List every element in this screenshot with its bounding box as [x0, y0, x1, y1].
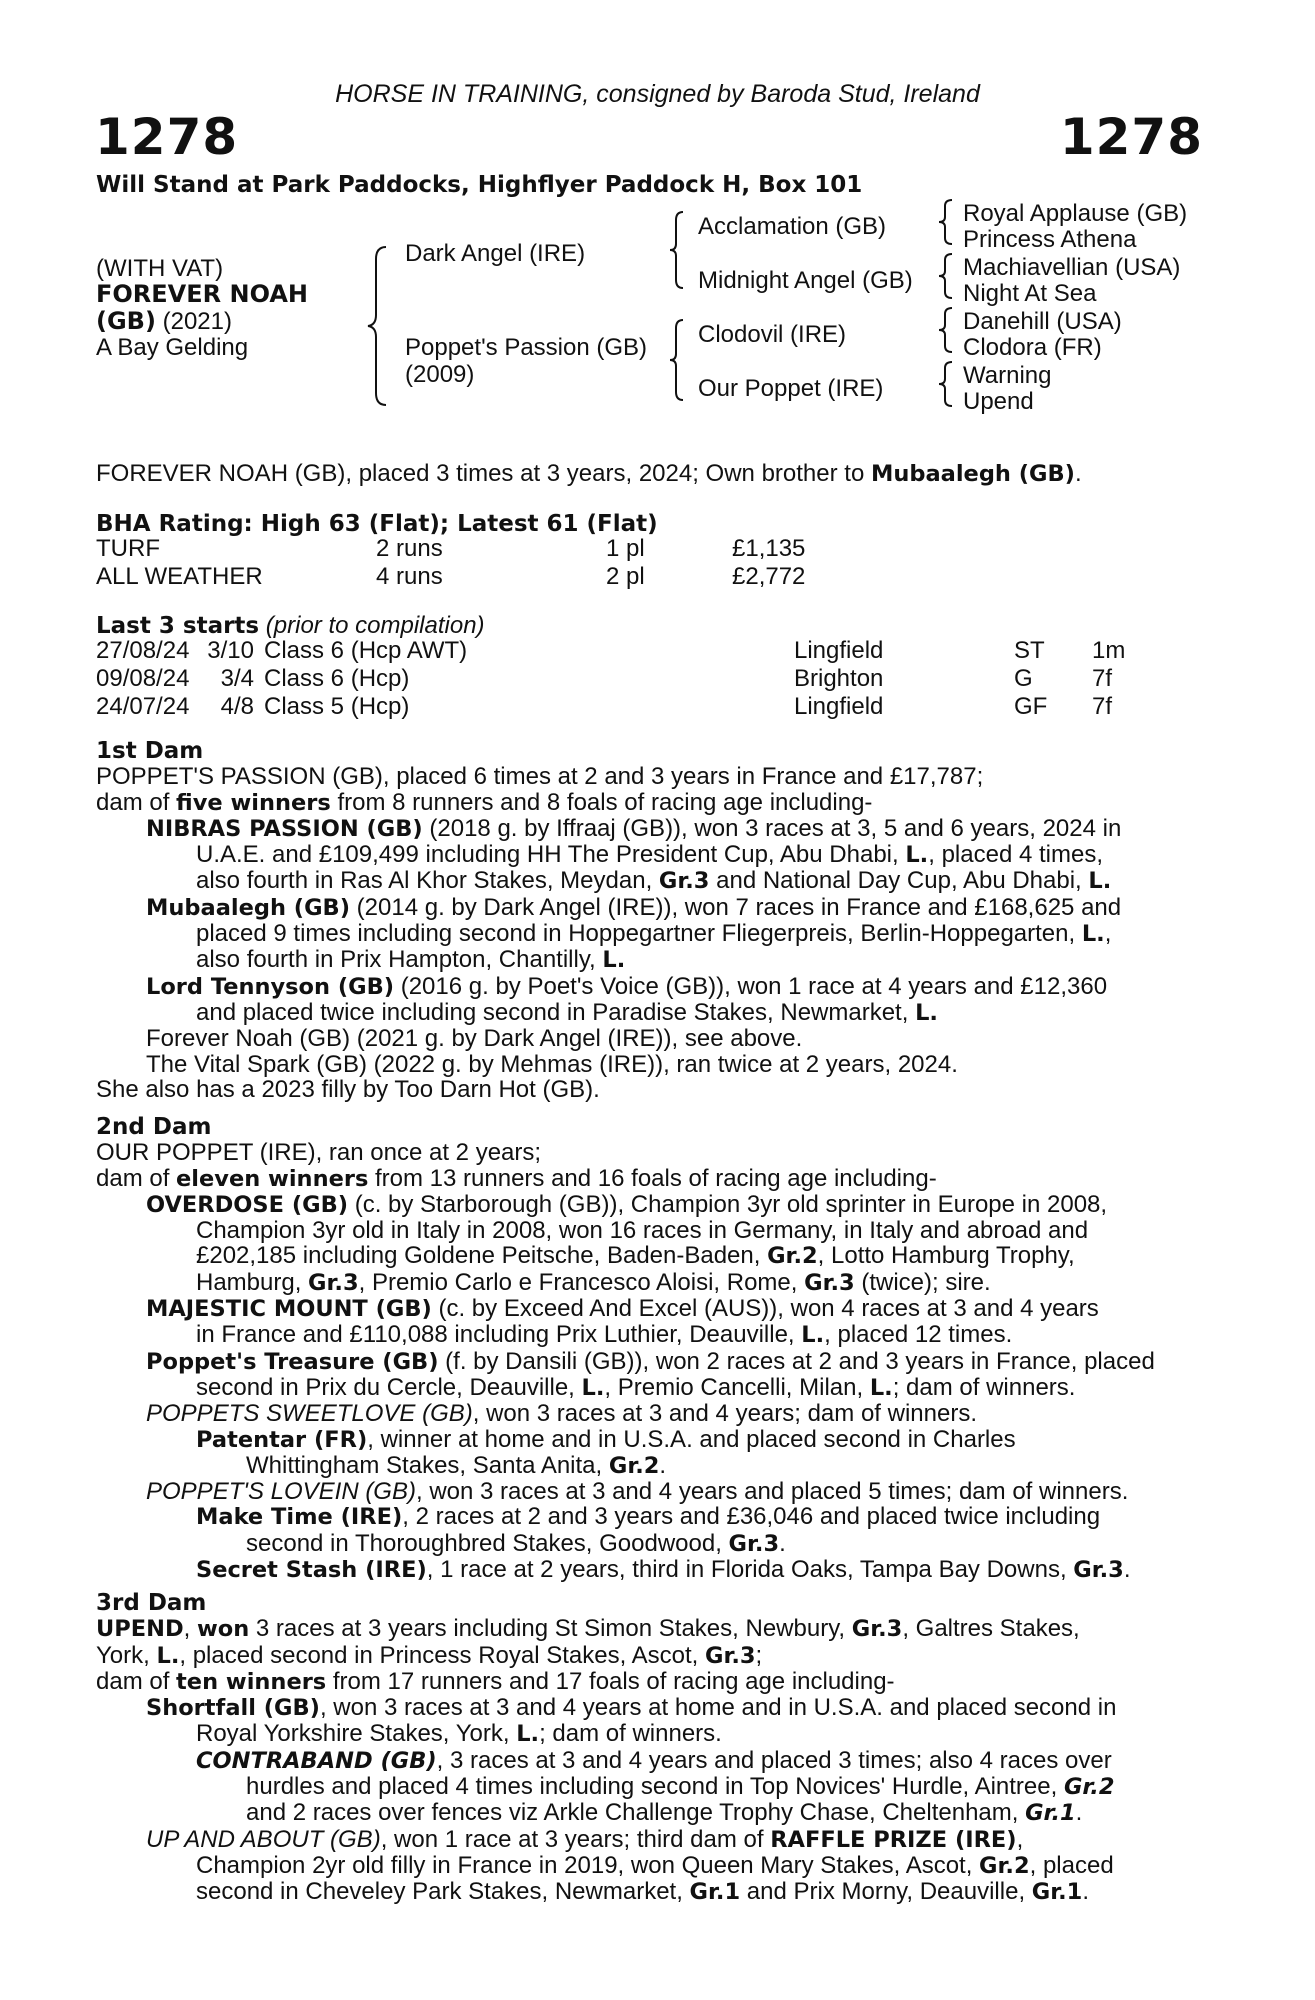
pedigree-g3-4: Night At Sea: [963, 280, 1097, 307]
produce-entry: CONTRABAND (GB), 3 races at 3 and 4 years and placed 3 times; also 4 races over: [196, 1746, 1112, 1774]
stable-location: Will Stand at Park Paddocks, Highflyer Paddock H, Box 101: [96, 172, 863, 198]
pedigree-brace-g3-4: [936, 360, 956, 408]
lot-number-right: 1278: [1059, 108, 1203, 166]
produce-entry: POPPET'S LOVEIN (GB), won 3 races at 3 and 4 years and placed 5 times; dam of winners.: [146, 1478, 1129, 1506]
produce-entry: Patentar (FR), winner at home and in U.S.A. and placed second in Charles: [196, 1425, 1016, 1453]
last-starts-heading: Last 3 starts (prior to compilation): [96, 612, 485, 639]
pedigree-g3-2: Princess Athena: [963, 226, 1137, 253]
produce-entry: Poppet's Treasure (GB) (f. by Dansili (GB)), won 2 races at 2 and 3 years in France, placed: [146, 1347, 1155, 1375]
produce-entry: Mubaalegh (GB) (2014 g. by Dark Angel (IRE)), won 7 races in France and £168,625 and: [146, 893, 1122, 921]
pedigree-brace-main: [366, 245, 390, 407]
produce-entry-cont: hurdles and placed 4 times including second in Top Novices' Hurdle, Aintree, Gr.2: [246, 1773, 1115, 1801]
start-row: 24/07/24 4/8 Class 5 (Hcp) Lingfield GF 7f: [96, 693, 1113, 720]
third-dam-section: [96, 1591, 1196, 1906]
produce-entry-cont: also fourth in Ras Al Khor Stakes, Meydan, Gr.3 and National Day Cup, Abu Dhabi, L.: [196, 867, 1112, 895]
produce-entry: Make Time (IRE), 2 races at 2 and 3 years and £36,046 and placed twice including: [196, 1503, 1101, 1531]
rating-row-turf: TURF 2 runs 1 pl £1,135: [96, 535, 806, 562]
first-dam-heading: 1st Dam: [96, 738, 204, 764]
start-row: 27/08/24 3/10 Class 6 (Hcp AWT) Lingfield ST 1m: [96, 637, 1126, 664]
horse-origin-year: (GB) (2021): [96, 307, 232, 335]
start-row: 09/08/24 3/4 Class 6 (Hcp) Brighton G 7f: [96, 665, 1113, 692]
pedigree-dam-year: (2009): [405, 361, 475, 388]
produce-entry-cont: second in Thoroughbred Stakes, Goodwood, Gr.3.: [246, 1529, 786, 1557]
third-dam-line-cont: York, L., placed second in Princess Royal Stakes, Ascot, Gr.3;: [96, 1641, 763, 1669]
first-dam-section: [96, 739, 1196, 1102]
pedigree-g3-3: Machiavellian (USA): [963, 254, 1181, 281]
produce-entry-cont: Champion 2yr old filly in France in 2019, won Queen Mary Stakes, Ascot, Gr.2, placed: [196, 1851, 1114, 1879]
pedigree-brace-g3-2: [936, 252, 956, 300]
horse-summary: FOREVER NOAH (GB), placed 3 times at 3 years, 2024; Own brother to Mubaalegh (GB).: [96, 460, 1082, 487]
produce-entry-cont: placed 9 times including second in Hoppegartner Fliegerpreis, Berlin-Hoppegarten, L.,: [196, 920, 1112, 948]
produce-entry: The Vital Spark (GB) (2022 g. by Mehmas (IRE)), ran twice at 2 years, 2024.: [146, 1050, 958, 1078]
pedigree-dam: Poppet's Passion (GB): [405, 334, 648, 361]
produce-entry: Forever Noah (GB) (2021 g. by Dark Angel (IRE)), see above.: [146, 1025, 803, 1053]
pedigree-sire: Dark Angel (IRE): [405, 240, 586, 267]
rating-row-all-weather: ALL WEATHER 4 runs 2 pl £2,772: [96, 563, 806, 590]
second-dam-line: OUR POPPET (IRE), ran once at 2 years;: [96, 1139, 542, 1167]
produce-entry-cont: and placed twice including second in Paradise Stakes, Newmarket, L.: [196, 998, 938, 1026]
produce-entry: MAJESTIC MOUNT (GB) (c. by Exceed And Excel (AUS)), won 4 races at 3 and 4 years: [146, 1295, 1099, 1323]
bha-rating-heading: BHA Rating: High 63 (Flat); Latest 61 (Flat): [96, 511, 658, 537]
lot-number-left: 1278: [95, 108, 239, 166]
pedigree-brace-g3-1: [936, 198, 956, 246]
produce-entry: UP AND ABOUT (GB), won 1 race at 3 years; third dam of RAFFLE PRIZE (IRE),: [146, 1825, 1024, 1853]
third-dam-produce-line: dam of ten winners from 17 runners and 17 foals of racing age including-: [96, 1667, 895, 1695]
produce-entry-cont: and 2 races over fences viz Arkle Challenge Trophy Chase, Cheltenham, Gr.1.: [246, 1799, 1083, 1827]
produce-entry-cont: Royal Yorkshire Stakes, York, L.; dam of winners.: [196, 1720, 722, 1748]
produce-entry-cont: also fourth in Prix Hampton, Chantilly, L.: [196, 946, 626, 974]
pedigree-dam-dam: Our Poppet (IRE): [698, 375, 884, 402]
catalogue-header-title: HORSE IN TRAINING, consigned by Baroda Stud, Ireland: [335, 80, 980, 108]
produce-entry-cont: Hamburg, Gr.3, Premio Carlo e Francesco Aloisi, Rome, Gr.3 (twice); sire.: [196, 1268, 991, 1296]
produce-entry: NIBRAS PASSION (GB) (2018 g. by Iffraaj (GB)), won 3 races at 3, 5 and 6 years, 2024 in: [146, 814, 1122, 842]
produce-entry-cont: second in Prix du Cercle, Deauville, L., Premio Cancelli, Milan, L.; dam of winners.: [196, 1373, 1076, 1401]
second-dam-produce-line: dam of eleven winners from 13 runners and 16 foals of racing age including-: [96, 1164, 937, 1192]
produce-entry: OVERDOSE (GB) (c. by Starborough (GB)), Champion 3yr old sprinter in Europe in 2008,: [146, 1190, 1108, 1218]
second-dam-heading: 2nd Dam: [96, 1114, 212, 1140]
produce-entry-cont: Whittingham Stakes, Santa Anita, Gr.2.: [246, 1451, 667, 1479]
pedigree-g3-8: Upend: [963, 388, 1034, 415]
produce-entry-cont: second in Cheveley Park Stakes, Newmarket, Gr.1 and Prix Morny, Deauville, Gr.1.: [196, 1878, 1090, 1906]
pedigree-g3-6: Clodora (FR): [963, 334, 1102, 361]
last-starts-table: [96, 637, 1125, 721]
first-dam-line: POPPET'S PASSION (GB), placed 6 times at 2 and 3 years in France and £17,787;: [96, 763, 984, 791]
first-dam-produce-line: dam of five winners from 8 runners and 8 foals of racing age including-: [96, 788, 873, 816]
pedigree-dam-sire: Clodovil (IRE): [698, 321, 847, 348]
produce-entry: Lord Tennyson (GB) (2016 g. by Poet's Voice (GB)), won 1 race at 4 years and £12,360: [146, 972, 1108, 1000]
produce-entry-cont: £202,185 including Goldene Peitsche, Baden-Baden, Gr.2, Lotto Hamburg Trophy,: [196, 1242, 1075, 1270]
pedigree-brace-sire: [667, 210, 687, 290]
produce-entry: Shortfall (GB), won 3 races at 3 and 4 years at home and in U.S.A. and placed second in: [146, 1694, 1117, 1722]
pedigree-brace-g3-3: [936, 306, 956, 354]
first-dam-note: She also has a 2023 filly by Too Darn Hot (GB).: [96, 1075, 600, 1103]
third-dam-line: UPEND, won 3 races at 3 years including St Simon Stakes, Newbury, Gr.3, Galtres Stakes,: [96, 1615, 1080, 1643]
third-dam-heading: 3rd Dam: [96, 1590, 207, 1616]
pedigree-sire-sire: Acclamation (GB): [698, 213, 887, 240]
produce-entry: Secret Stash (IRE), 1 race at 2 years, third in Florida Oaks, Tampa Bay Downs, Gr.3.: [196, 1556, 1131, 1584]
pedigree-g3-1: Royal Applause (GB): [963, 200, 1188, 227]
produce-entry-cont: Champion 3yr old in Italy in 2008, won 16 races in Germany, in Italy and abroad and: [196, 1217, 1089, 1245]
pedigree-g3-5: Danehill (USA): [963, 308, 1122, 335]
rating-table: [96, 535, 805, 591]
horse-description: A Bay Gelding: [96, 334, 249, 361]
pedigree-brace-dam: [667, 318, 687, 402]
second-dam-section: [96, 1115, 1196, 1583]
pedigree-sire-dam: Midnight Angel (GB): [698, 267, 913, 294]
pedigree-g3-7: Warning: [963, 362, 1052, 389]
produce-entry: POPPETS SWEETLOVE (GB), won 3 races at 3 and 4 years; dam of winners.: [146, 1400, 977, 1428]
horse-name: FOREVER NOAH: [96, 280, 308, 308]
vat-status: (WITH VAT): [96, 255, 224, 282]
produce-entry-cont: U.A.E. and £109,499 including HH The President Cup, Abu Dhabi, L., placed 4 times,: [196, 841, 1103, 869]
produce-entry-cont: in France and £110,088 including Prix Luthier, Deauville, L., placed 12 times.: [196, 1321, 1013, 1349]
